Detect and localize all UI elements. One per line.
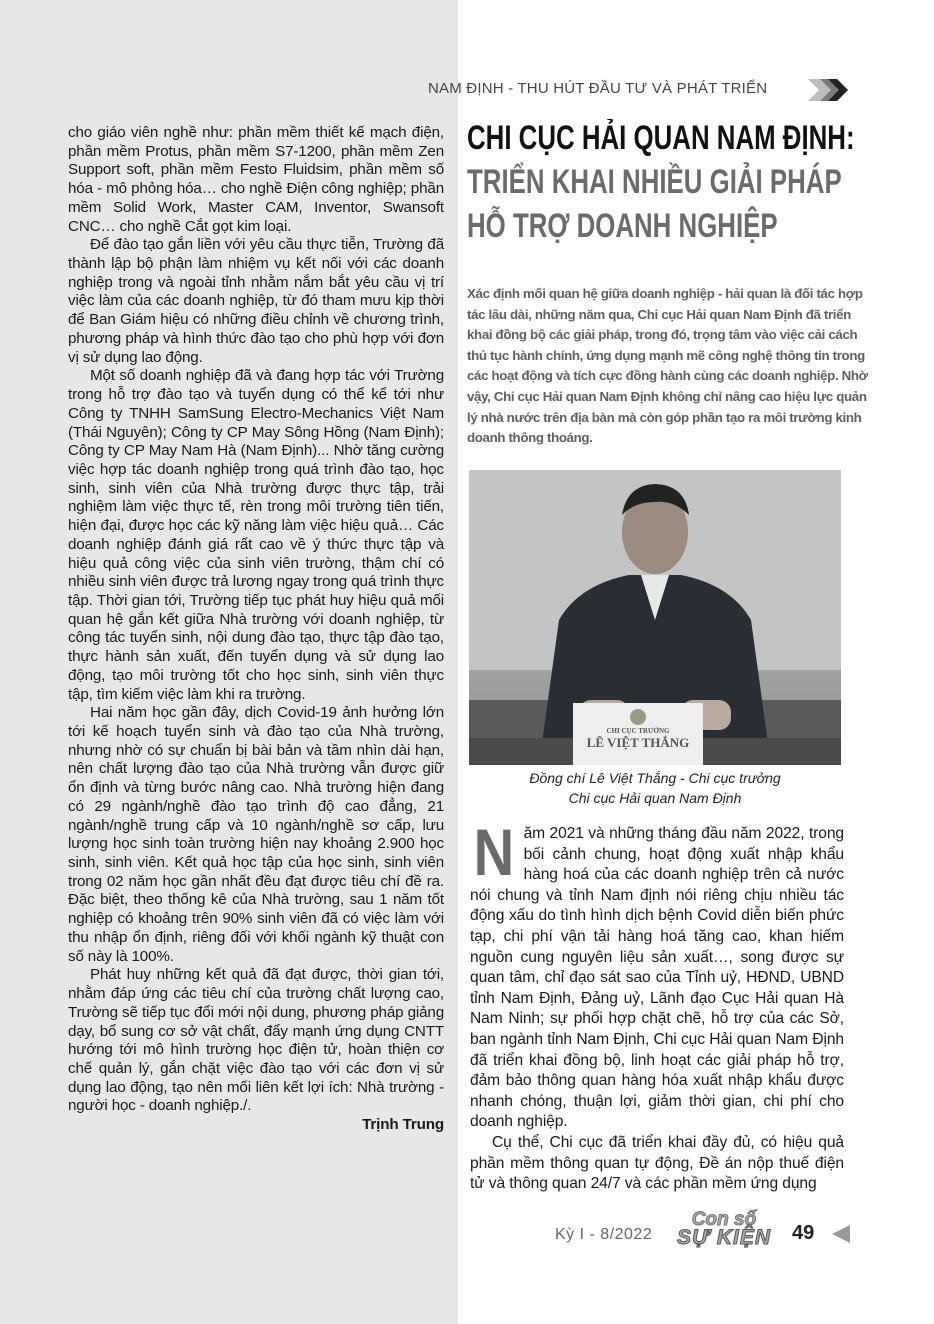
paragraph-text: ăm 2021 và những tháng đầu năm 2022, trong bối cảnh chung, hoạt động xuất nhập khẩu hàng hoá của các doanh nghiệp trên cả nước nói chung và tỉnh Nam định nói riêng chịu nhiều tác động xấu do tình hình dịch bệnh Covid diễn biến phức tạp, chi phí vận tải hàng hoá tăng cao, khan hiếm nguồn cung nguyên liệu sản xuất…, song được sự quan tâm, chỉ đạo sát sao của Tỉnh uỷ, HĐND, UBND tỉnh Nam Định, Đảng uỷ, Lãnh đạo Cục Hải quan Hà Nam Ninh; sự phối hợp chặt chẽ, hỗ trợ của các Sở, ban ngành tỉnh Nam Định, Chi cục Hải quan Nam Định đã triển khai đồng bộ, linh hoạt các giải pháp hỗ trợ, đảm bảo thông quan hàng hóa xuất nhập khẩu được nhanh chóng, thuận lợi, giảm thời gian, chi phí cho doanh nghiệp. xyxy=(470,825,844,1131)
left-column-text xyxy=(68,124,444,1135)
photo-caption xyxy=(469,768,841,808)
paragraph xyxy=(470,815,844,1133)
page-number: 49 xyxy=(792,1222,815,1244)
chevron-arrows-icon xyxy=(800,79,850,101)
nameplate-name: LÊ VIỆT THẮNG xyxy=(586,735,690,750)
paragraph: Để đào tạo gắn liền với yêu cầu thực tiễn, Trường đã thành lập bộ phận làm nhiệm vụ kết nối với các doanh nghiệp trong và ngoài tỉnh nhằm nắm bắt yêu cầu vị trí việc làm của các doanh nghiệp, từ đó tham mưu kịp thời để Ban Giám hiệu có những điều chỉnh về chương trình, phương pháp và hình thức đào tạo cho phù hợp với đơn vị sử dụng lao động. xyxy=(68,236,444,366)
logo-line: SỰ KIỆN xyxy=(677,1226,771,1249)
paragraph: Hai năm học gần đây, dịch Covid-19 ảnh hưởng lớn tới kế hoạch tuyển sinh và đào tạo của Nhà trường, nhưng nhờ có sự chuẩn bị bài bản và tầm nhìn dài hạn, nên chất lượng đào tạo của Nhà trường vẫn được giữ ổn định và từng bước nâng cao. Nhà trường hiện đang có 29 ngành/nghề đào tạo trình độ cao đẳng, 21 ngành/nghề trung cấp và 10 ngành/nghề sơ cấp, lưu lượng học sinh toàn trường hiện nay khoảng 2.900 học sinh, sinh viên. Kết quả học tập của học sinh, sinh viên trong 02 năm học gần nhất đều đạt được tiêu chí đề ra. Đặc biệt, theo thống kê của Nhà trường, sau 1 năm tốt nghiệp có khoảng trên 90% sinh viên đã có việc làm với thu nhập ổn định, riêng đối với khối ngành kỹ thuật con số này là 100%. xyxy=(68,704,444,965)
logo-line: Con số xyxy=(691,1209,757,1230)
section-running-head: NAM ĐỊNH - THU HÚT ĐẦU TƯ VÀ PHÁT TRIỂN xyxy=(428,80,768,97)
triangle-left-icon xyxy=(830,1224,852,1244)
paragraph: Phát huy những kết quả đã đạt được, thời gian tới, nhằm đáp ứng các tiêu chí của trường chất lượng cao, Trường sẽ tiếp tục đổi mới nội dung, phương pháp giảng dạy, bổ sung cơ sở vật chất, đẩy mạnh ứng dụng CNTT hướng tới mô hình trường học điện tử, hoàn thiện cơ chế quản lý, gắn chặt việc đào tạo với các đơn vị sử dụng lao động, tạo nên mối liên kết lợi ích: Nhà trường - người học - doanh nghiệp./. xyxy=(68,966,444,1115)
title-line: TRIỂN KHAI NHIỀU GIẢI PHÁP xyxy=(467,163,842,201)
issue-label: Kỳ I - 8/2022 xyxy=(555,1226,653,1243)
magazine-logo xyxy=(664,1211,784,1251)
customs-emblem-icon xyxy=(630,709,646,725)
author-byline: Trịnh Trung xyxy=(362,1116,444,1134)
drop-cap: N xyxy=(473,815,515,889)
title-line: CHI CỤC HẢI QUAN NAM ĐỊNH: xyxy=(467,119,855,157)
article-lead: Xác định mối quan hệ giữa doanh nghiệp - hải quan là đối tác hợp tác lâu dài, những năm qua, Chi cục Hải quan Nam Định đã triển khai đồng bộ các giải pháp, trong đó, trọng tâm vào việc cải cách thủ tục hành chính, ứng dụng mạnh mẽ công nghệ thông tin trong các hoạt động và tích cực đồng hành cùng các doanh nghiệp. Nhờ vậy, Chi cục Hải quan Nam Định không chỉ nâng cao hiệu lực quản lý nhà nước trên địa bàn mà còn góp phần tạo ra môi trường kinh doanh thông thoáng. xyxy=(467,286,868,446)
nameplate xyxy=(573,703,703,765)
nameplate-title: CHI CỤC TRƯỞNG xyxy=(606,727,670,735)
paragraph: cho giáo viên nghề như: phần mềm thiết kế mạch điện, phần mềm Protus, phần mềm S7-1200, phần mềm Zen Support soft, phần mềm Festo Fluidsim, phần mềm số hóa - mô phỏng hóa… cho nghề Điện công nghiệp; phần mềm Solid Work, Master CAM, Inventor, Swansoft CNC… cho nghề Cắt gọt kim loại. xyxy=(68,124,444,235)
portrait-photo xyxy=(469,470,841,765)
paragraph: Một số doanh nghiệp đã và đang hợp tác với Trường trong hỗ trợ đào tạo và tuyển dụng có thể kể tới như Công ty TNHH SamSung Electro-Mechanics Việt Nam (Thái Nguyên); Công ty CP May Sông Hồng (Nam Định); Công ty CP May Nam Hà (Nam Định)... Nhờ tăng cường việc hợp tác doanh nghiệp trong quá trình đào tạo, học sinh, sinh viên của Nhà trường được thực tập, trải nghiệm làm việc thực tế, rèn trong môi trường tiên tiến, hiện đại, được học các kỹ năng làm việc hiệu quả… Các doanh nghiệp đánh giá rất cao về ý thức thực tập và hiệu quả công việc của sinh viên trường, thậm chí có nhiều sinh viên được trả lương ngay trong quá trình thực tập. Thời gian tới, Trường tiếp tục phát huy hiệu quả mối quan hệ gắn kết giữa Nhà trường với doanh nghiệp, từ công tác tuyển sinh, nội dung đào tạo, thực tập đào tạo, thực hành sản xuất, đến tuyển dụng và sử dụng lao động, tạo môi trường tốt cho học sinh, sinh viên thực tập, tìm kiếm việc làm khi ra trường. xyxy=(68,367,444,703)
title-line: HỖ TRỢ DOANH NGHIỆP xyxy=(467,207,778,245)
paragraph: Cụ thể, Chi cục đã triển khai đầy đủ, có hiệu quả phần mềm thông quan tự động, Đề án nộp thuế điện tử và thông quan 24/7 và các phần mềm ứng dụng xyxy=(470,1133,844,1193)
caption-line: Chi cục Hải quan Nam Định xyxy=(568,790,742,806)
article-title xyxy=(467,116,877,248)
article-body xyxy=(470,815,844,1195)
caption-line: Đồng chí Lê Việt Thắng - Chi cục trưởng xyxy=(529,770,781,786)
